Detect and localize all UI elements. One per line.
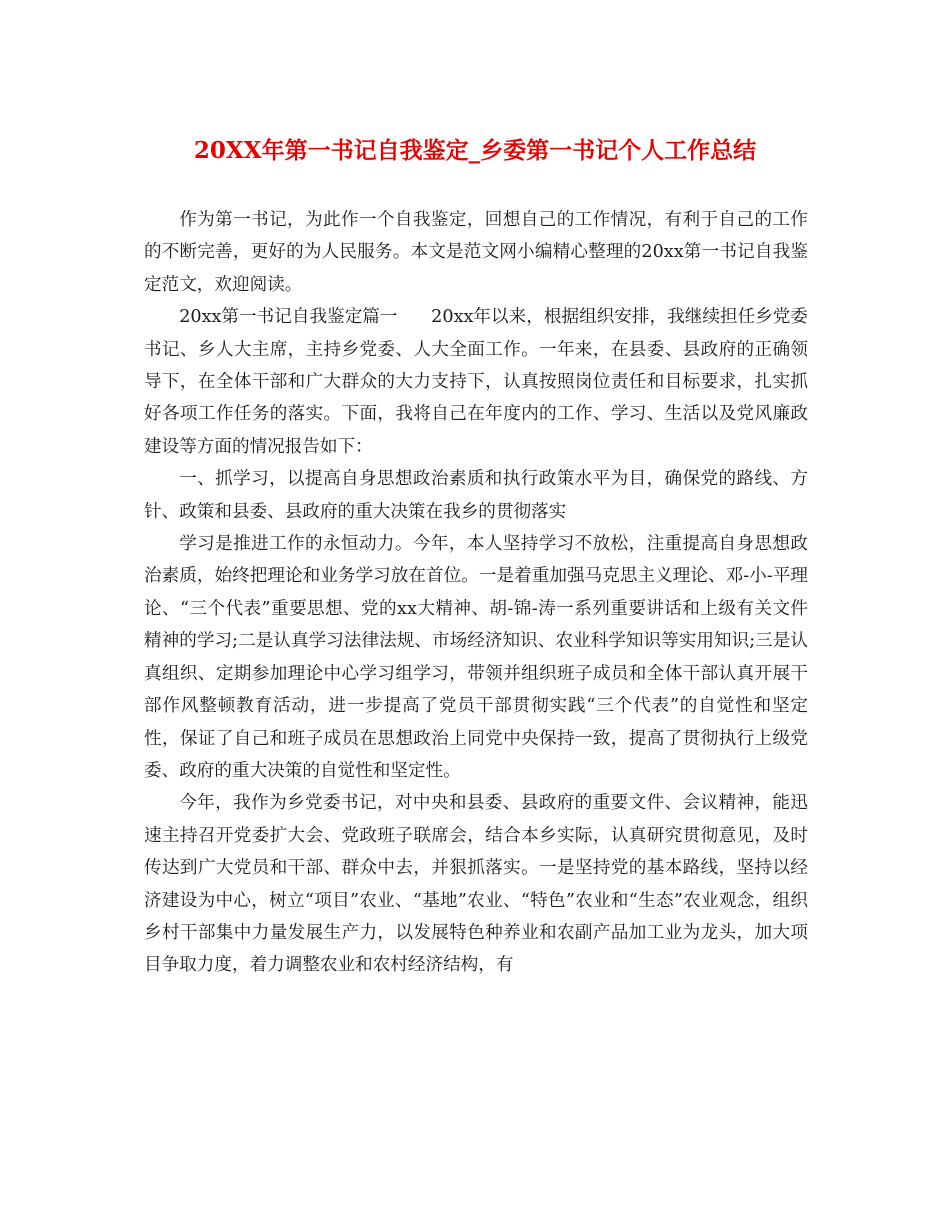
paragraph-part-one-opening: 20xx第一书记自我鉴定篇一 20xx年以来，根据组织安排，我继续担任乡党委书记、乡人大主席，主持乡党委、人大全面工作。一年来，在县委、县政府的正确领导下，在全体干部和广大群众的大力支持下，认真按照岗位责任和目标要求，扎实抓好各项工作任务的落实。下面，我将自己在年度内的工作、学习、生活以及党风廉政建设等方面的情况报告如下： bbox=[144, 307, 808, 457]
paragraph-intro: 作为第一书记，为此作一个自我鉴定，回想自己的工作情况，有利于自己的工作的不断完善，更好的为人民服务。本文是范文网小编精心整理的20xx第一书记自我鉴定范文，欢迎阅读。 bbox=[144, 210, 808, 295]
paragraph-section-heading-study: 一、抓学习，以提高自身思想政治素质和执行政策水平为目，确保党的路线、方针、政策和县委、县政府的重大决策在我乡的贯彻落实 bbox=[144, 469, 808, 522]
document-title: 20XX年第一书记自我鉴定_乡委第一书记个人工作总结 bbox=[193, 137, 757, 164]
paragraph-study: 学习是推进工作的永恒动力。今年，本人坚持学习不放松，注重提高自身思想政治素质，始终把理论和业务学习放在首位。一是着重加强马克思主义理论、邓-小-平理论、“三个代表”重要思想、党的xx大精神、胡-锦-涛一系列重要讲话和上级有关文件精神的学习;二是认真学习法律法规、市场经济知识、农业科学知识等实用知识;三是认真组织、定期参加理论中心学习组学习，带领并组织班子成员和全体干部认真开展干部作风整顿教育活动，进一步提高了党员干部贯彻实践“三个代表”的自觉性和坚定性，保证了自己和班子成员在思想政治上同党中央保持一致，提高了贯彻执行上级党委、政府的重大决策的自觉性和坚定性。 bbox=[144, 534, 808, 781]
paragraph-implementation: 今年，我作为乡党委书记，对中央和县委、县政府的重要文件、会议精神，能迅速主持召开党委扩大会、党政班子联席会，结合本乡实际，认真研究贯彻意见，及时传达到广大党员和干部、群众中去，并狠抓落实。一是坚持党的基本路线，坚持以经济建设为中心，树立“项目”农业、“基地”农业、“特色”农业和“生态”农业观念，组织乡村干部集中力量发展生产力，以发展特色种养业和农副产品加工业为龙头，加大项目争取力度，着力调整农业和农村经济结构，有 bbox=[144, 793, 808, 976]
document-body bbox=[144, 204, 808, 982]
